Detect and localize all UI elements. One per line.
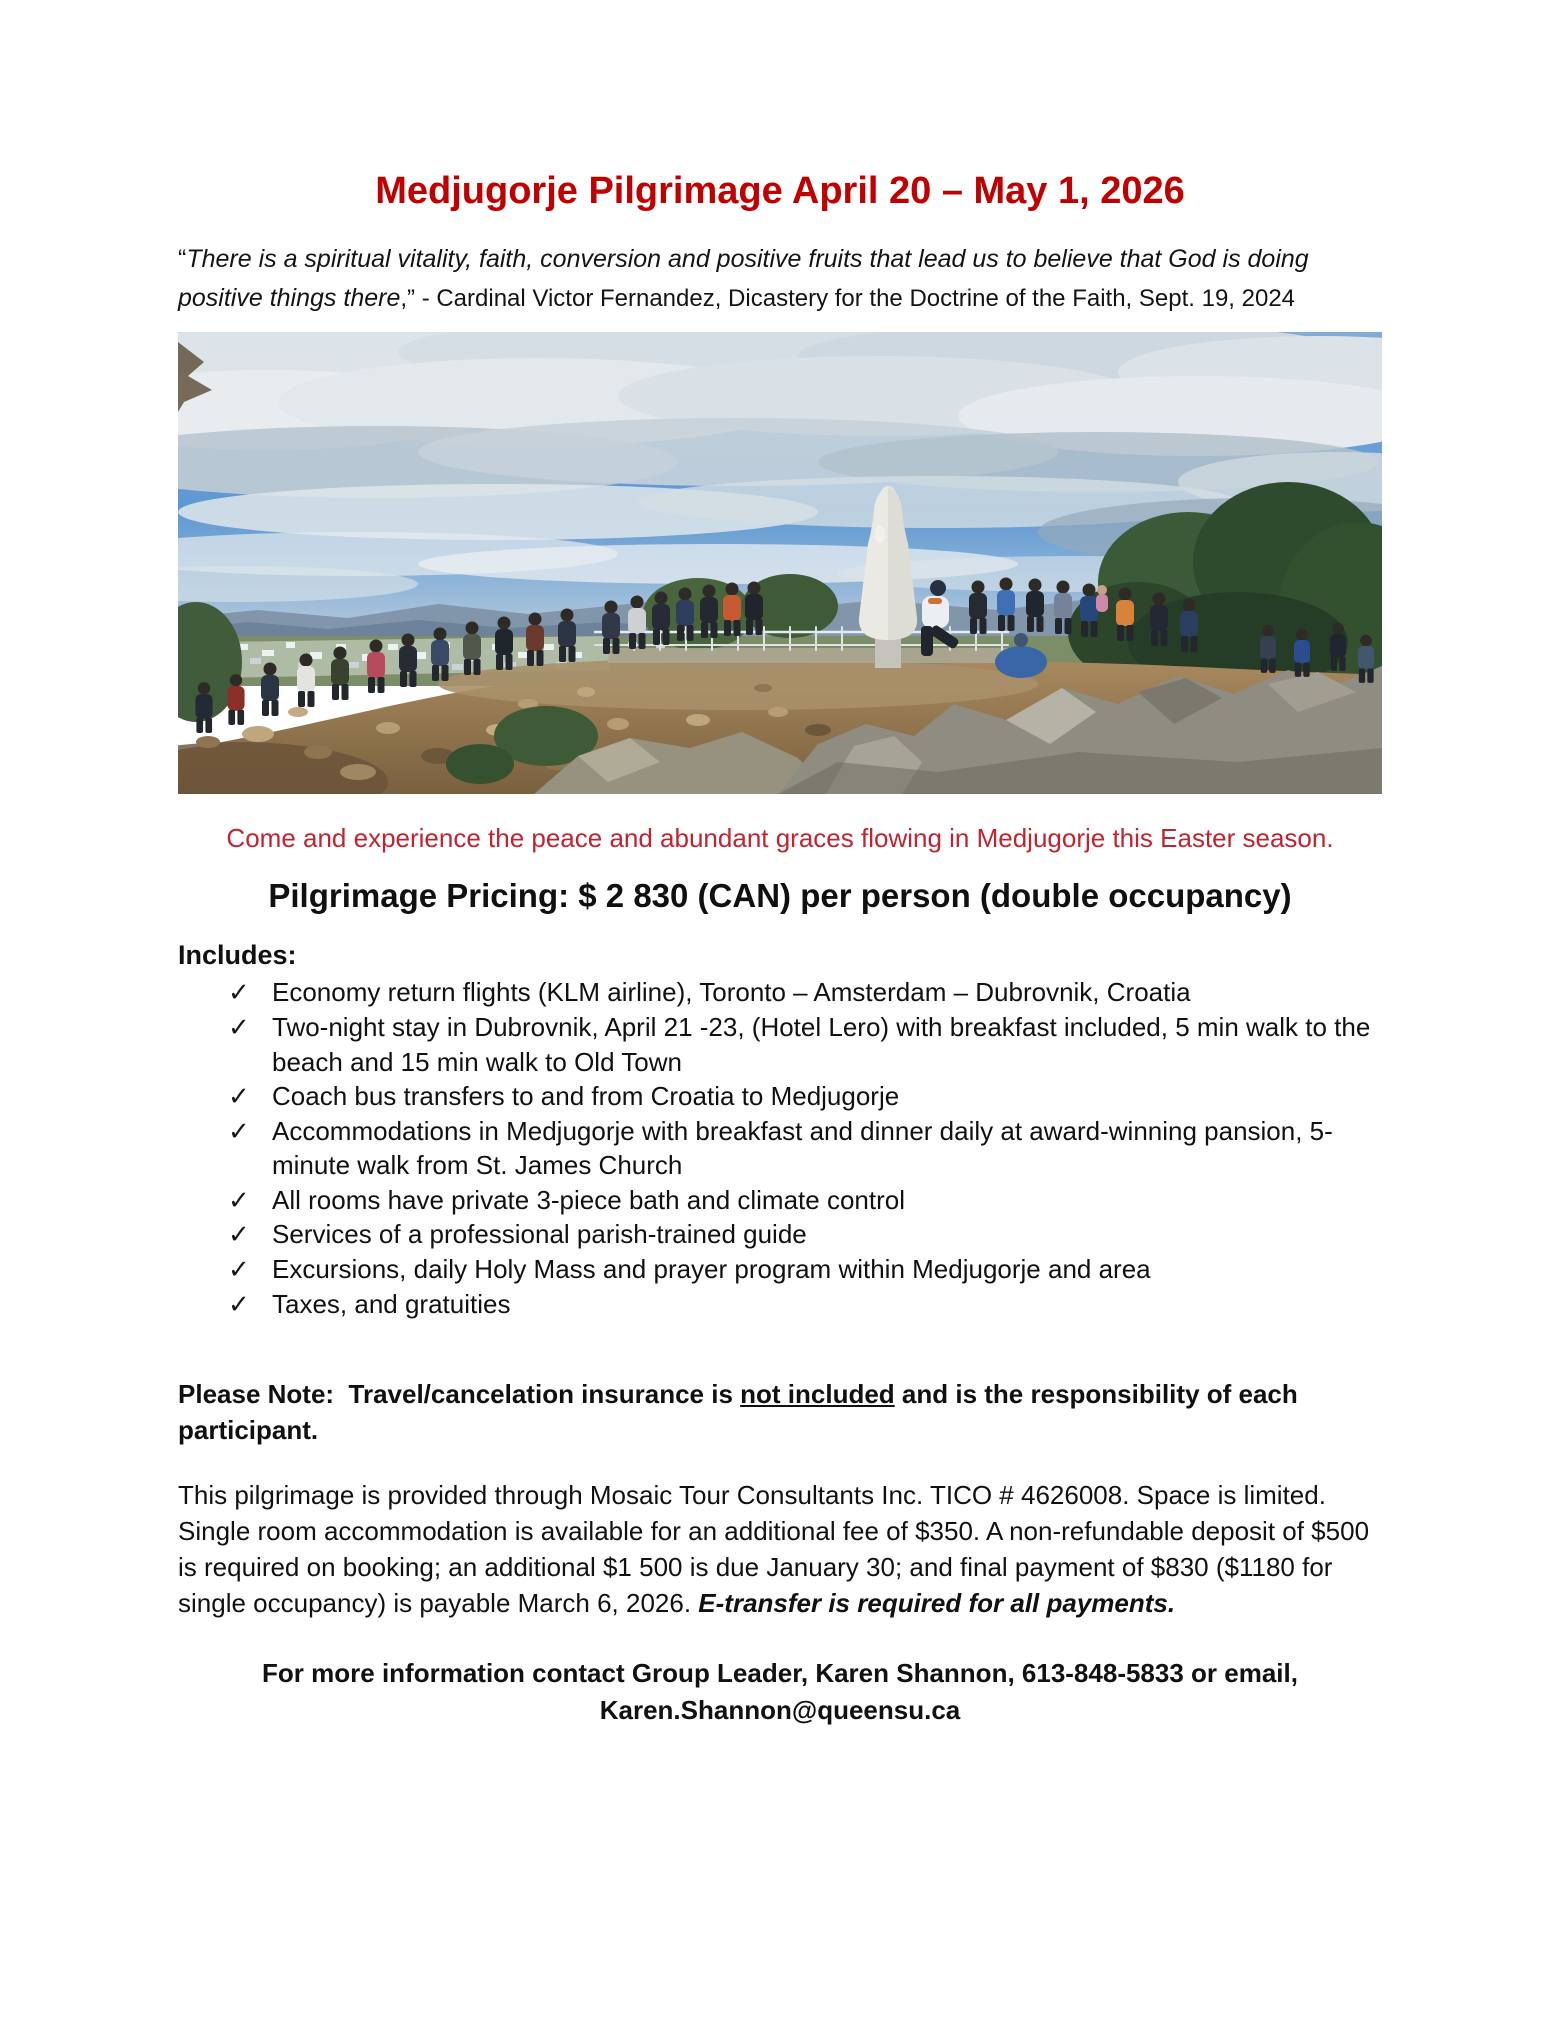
list-item	[178, 1287, 1382, 1322]
note-underlined: not included	[740, 1379, 895, 1410]
checkmark-icon: ✓	[228, 1184, 250, 1215]
contact-email: Karen.Shannon@queensu.ca	[599, 1694, 961, 1725]
booking-details	[178, 1478, 1382, 1622]
list-item-text: Economy return flights (KLM airline), Toronto – Amsterdam – Dubrovnik, Croatia	[272, 977, 1191, 1008]
insurance-note	[178, 1377, 1382, 1449]
contact-line1: For more information contact Group Leader, Karen Shannon, 613-848-5833 or email,	[262, 1658, 1298, 1689]
easter-invitation-text: Come and experience the peace and abundant graces flowing in Medjugorje this Easter season.	[226, 822, 1334, 853]
pilgrimage-photo	[178, 332, 1382, 794]
pilgrim-child	[1096, 585, 1108, 612]
pricing-heading: Pilgrimage Pricing: $ 2 830 (CAN) per person (double occupancy)	[268, 877, 1292, 915]
pilgrimage-photo-illustration	[178, 332, 1382, 794]
quote-attribution: ,” - Cardinal Victor Fernandez, Dicastery for the Doctrine of the Faith, Sept. 19, 2024	[400, 284, 1296, 312]
list-item	[178, 1252, 1382, 1287]
note-prefix: Please Note: Travel/cancelation insurance is	[178, 1379, 741, 1410]
checkmark-icon: ✓	[228, 1254, 250, 1284]
bush-small	[446, 744, 514, 784]
list-item	[178, 1217, 1382, 1252]
list-item	[178, 975, 1382, 1010]
contact-info	[178, 1655, 1382, 1728]
etransfer-emphasis: E-transfer is required for all payments.	[698, 1587, 1176, 1618]
booking-details-text: This pilgrimage is provided through Mosaic Tour Consultants Inc. TICO # 4626008. Space is limited. Single room accommodation is available for an additional fee of $350. A non-refundable deposit of $500 is required on booking; an additional $1 500 is due January 30; and final payment of $830 ($1180 for single occupancy) is payable March 6, 2026.	[178, 1479, 1370, 1618]
quote-italic-text: There is a spiritual vitality, faith, conversion and positive fruits that lead us to believe that God is doing positive things there	[178, 245, 1309, 312]
list-item-text: Taxes, and gratuities	[272, 1288, 511, 1319]
checkmark-icon: ✓	[228, 1081, 250, 1112]
list-item-text: All rooms have private 3-piece bath and climate control	[272, 1184, 905, 1215]
includes-label: Includes:	[178, 940, 297, 971]
quote-paragraph	[178, 240, 1382, 318]
checkmark-icon: ✓	[228, 1288, 250, 1319]
note-suffix: and is the responsibility of each participant.	[178, 1379, 1298, 1446]
list-item	[178, 1183, 1382, 1218]
includes-list	[178, 975, 1382, 1321]
checkmark-icon: ✓	[228, 1219, 250, 1250]
checkmark-icon: ✓	[228, 1011, 250, 1042]
list-item	[178, 1114, 1382, 1183]
checkmark-icon: ✓	[228, 977, 250, 1008]
page-title: Medjugorje Pilgrimage April 20 – May 1, 2026	[375, 170, 1185, 212]
list-item-text: Coach bus transfers to and from Croatia to Medjugorje	[272, 1081, 900, 1112]
checkmark-icon: ✓	[228, 1115, 250, 1146]
list-item-text: Services of a professional parish-trained guide	[272, 1219, 807, 1250]
quote-open-mark: “	[178, 245, 187, 273]
list-item	[178, 1079, 1382, 1114]
list-item	[178, 1010, 1382, 1079]
list-item-text: Two-night stay in Dubrovnik, April 21 -23, (Hotel Lero) with breakfast included, 5 min walk to the beach and 15 min walk to Old Town	[272, 1011, 1371, 1077]
list-item-text: Excursions, daily Holy Mass and prayer program within Medjugorje and area	[272, 1254, 1151, 1284]
list-item-text: Accommodations in Medjugorje with breakfast and dinner daily at award-winning pansion, 5-minute walk from St. James Church	[272, 1115, 1333, 1181]
